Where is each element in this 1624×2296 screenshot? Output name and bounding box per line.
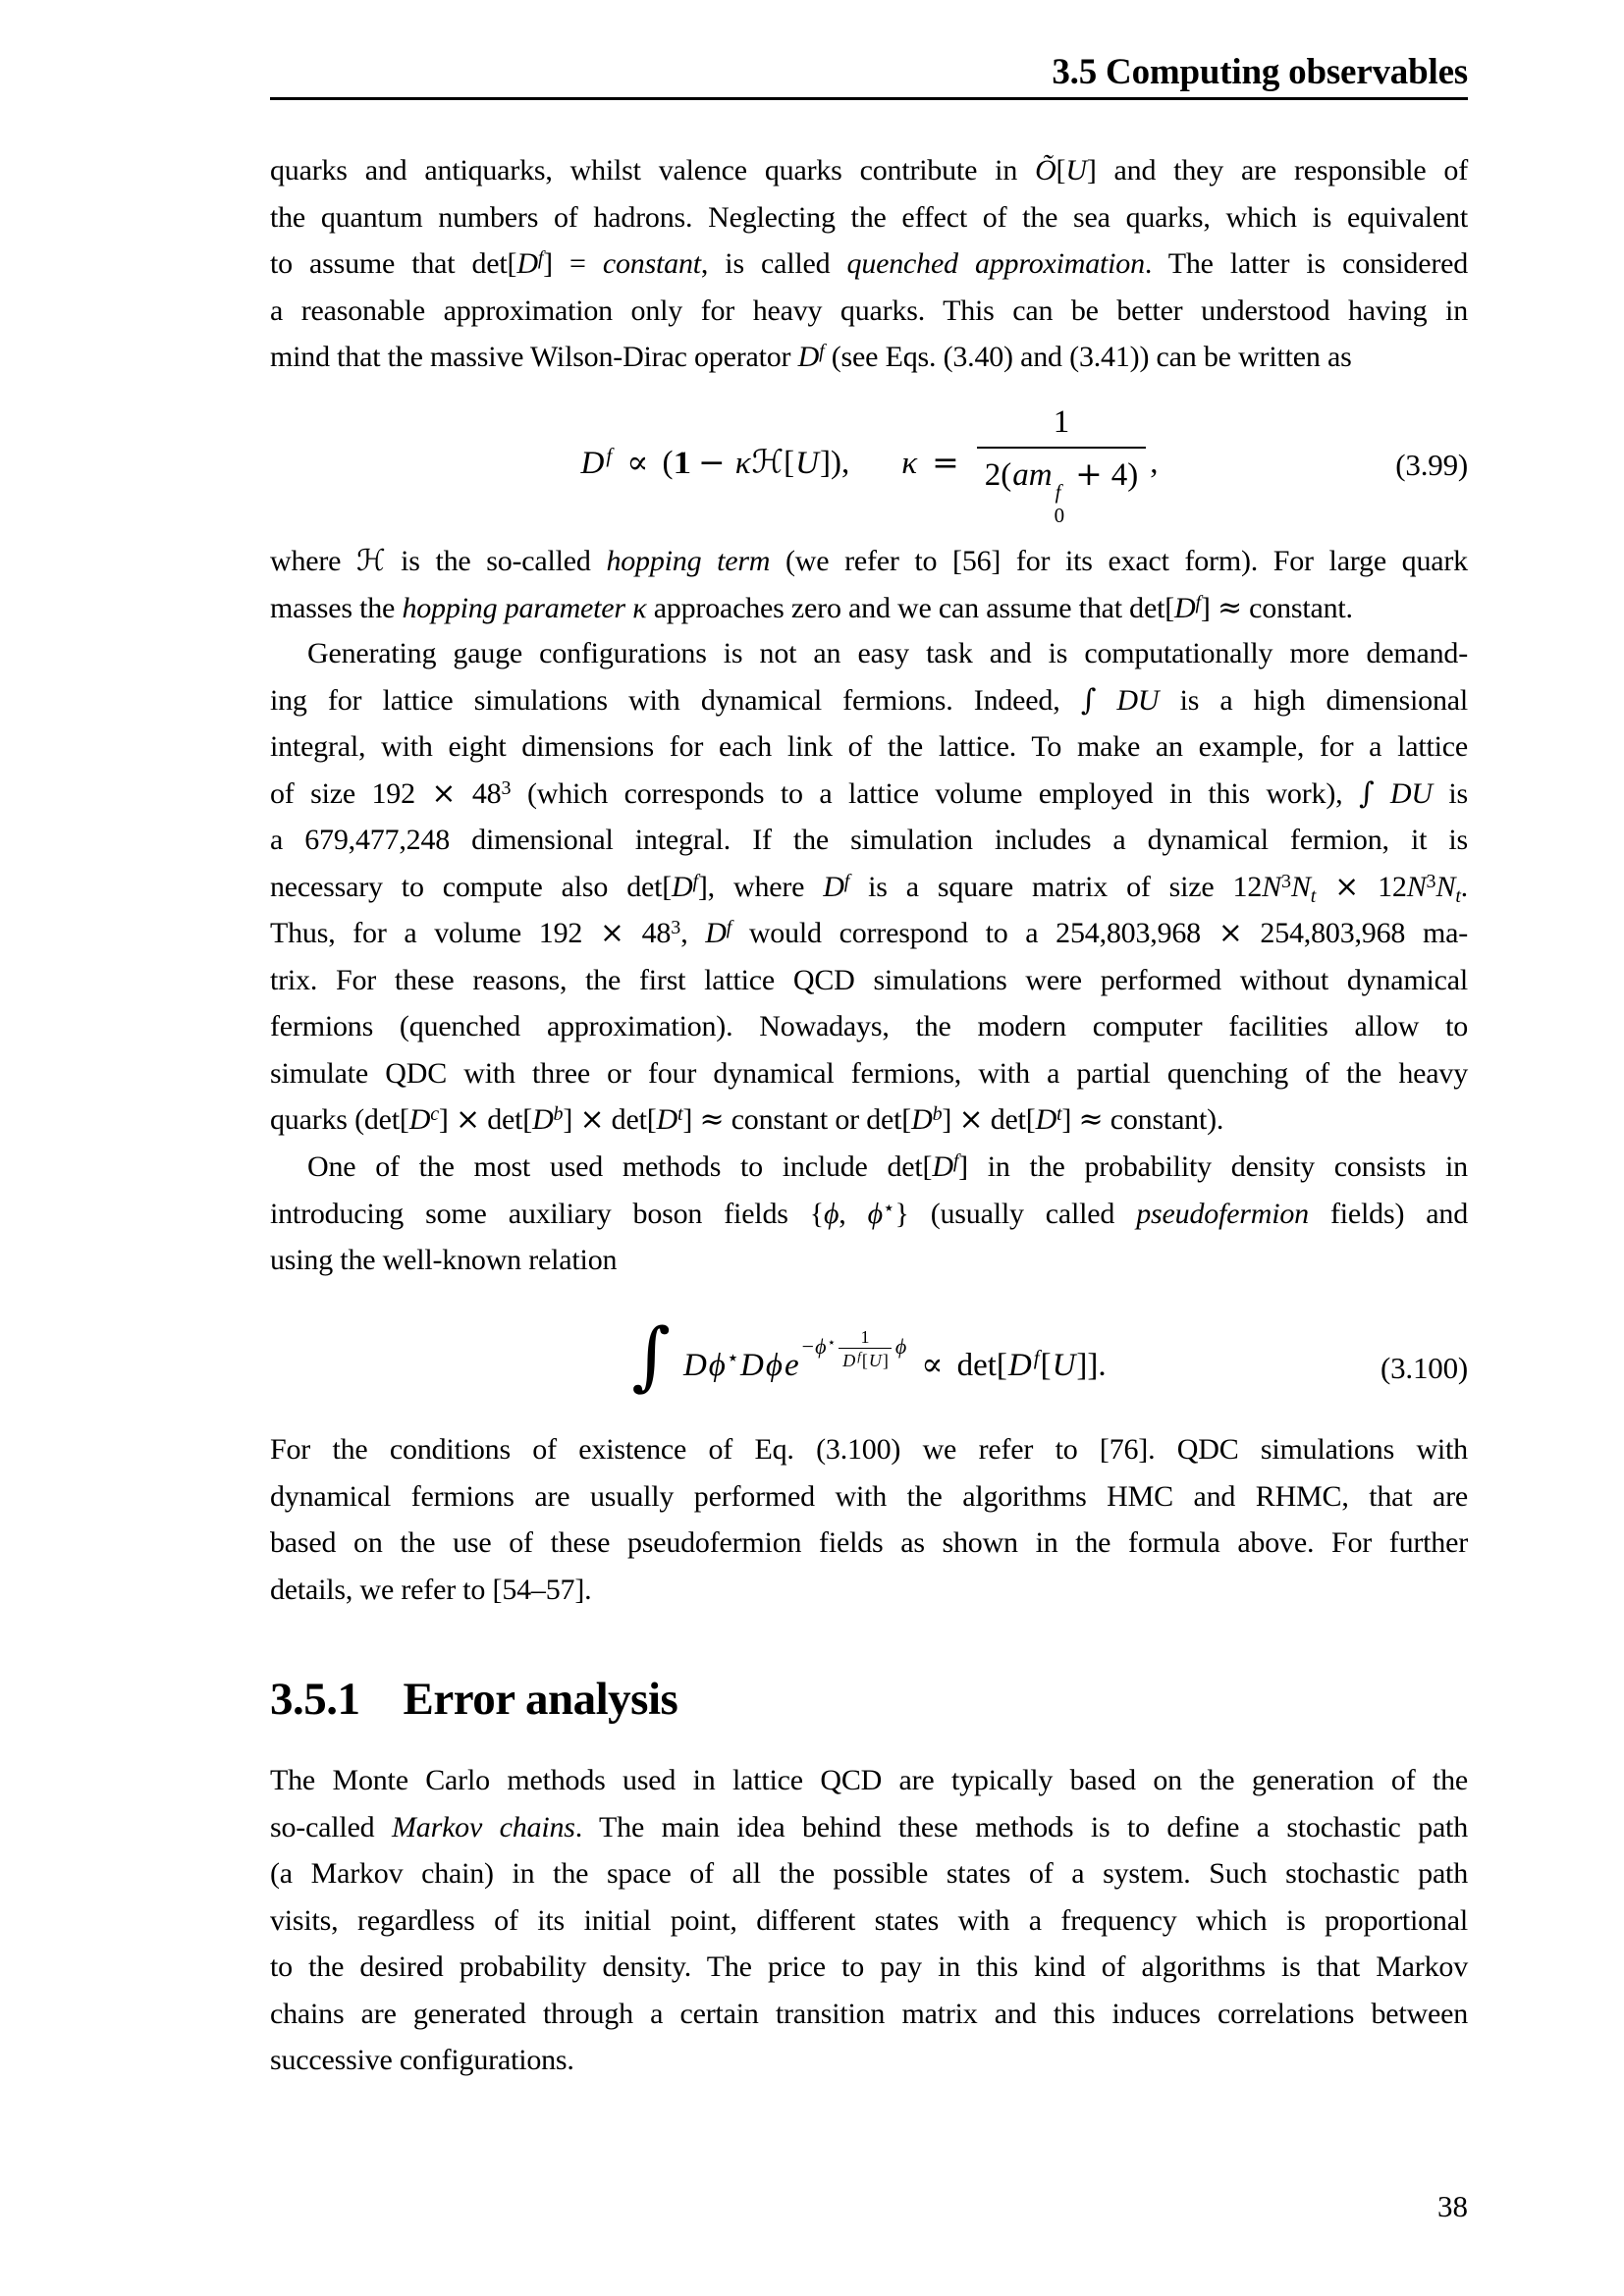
text-line: Generating gauge configurations is not an easy task and is computationally more demand-: [307, 637, 1468, 669]
text-line: integral, with eight dimensions for each link of the lattice. To make an example, for a lattice: [270, 730, 1468, 763]
page-number: 38: [1437, 2189, 1468, 2223]
text-line: details, we refer to [54–57].: [270, 1573, 592, 1606]
text-line: quarks ($\det[D^c] \times \det[D^b] \times \det[D^t]$ ≈ constant or $\det[D^b] \times \det[D^t]$ ≈ constant).: [270, 1102, 1224, 1137]
subsection-title: Error analysis: [403, 1674, 678, 1725]
text-line: quarks and antiquarks, whilst valence quarks contribute in Õ[U] and they are responsible of: [270, 154, 1468, 187]
equation-3-99: [270, 381, 1468, 550]
paragraph-intro: [270, 147, 1468, 381]
text-line: where ℋ is the so-called hopping term (we refer to [56] for its exact form). For large quark: [270, 544, 1468, 578]
text-line: a 679,477,248 dimensional integral. If the simulation includes a dynamical fermion, it is: [270, 824, 1468, 856]
equation-3-100-label: (3.100): [1380, 1351, 1468, 1386]
paragraph-hopping: [270, 538, 1468, 631]
text-line: chains are generated through a certain transition matrix and this induces correlations between: [270, 1997, 1468, 2030]
text-line: (a Markov chain) in the space of all the possible states of a system. Such stochastic path: [270, 1857, 1468, 1890]
text-line: introducing some auxiliary boson fields {ϕ, ϕ⋆} (usually called pseudofermion fields) and: [270, 1195, 1468, 1230]
text-line: simulate QDC with three or four dynamical fermions, with a partial quenching of the heavy: [270, 1056, 1468, 1090]
text-line: based on the use of these pseudofermion fields as shown in the formula above. For further: [270, 1526, 1468, 1559]
text-line: trix. For these reasons, the first lattice QCD simulations were performed without dynamical: [270, 963, 1468, 996]
text-line: so-called Markov chains. The main idea behind these methods is to define a stochastic path: [270, 1810, 1468, 1843]
text-line: Thus, for a volume $192 \times 48^3$, $D^f$ would correspond to a 254,803,968 × 254,803,968 ma-: [270, 916, 1468, 950]
text-line: masses the hopping parameter κ approaches zero and we can assume that $\det[D^f]$ ≈ constant.: [270, 590, 1353, 625]
text-line: ing for lattice simulations with dynamical fermions. Indeed, ∫ DU is a high dimensional: [270, 682, 1468, 718]
text-line: to assume that $\det[D^f]$ = constant, is called quenched approximation. The latter is considered: [270, 247, 1469, 280]
paragraph-montecarlo: [270, 1757, 1468, 2084]
text-line: successive configurations.: [270, 2044, 574, 2076]
equation-3-99-label: (3.99): [1395, 448, 1468, 483]
paragraph-generating: [270, 630, 1468, 1144]
text-line: dynamical fermions are usually performed with the algorithms HMC and RHMC, that are: [270, 1479, 1468, 1513]
header-rule: [270, 97, 1468, 100]
text-line: One of the most used methods to include $\det[D^f]$ in the probability density consists in: [307, 1150, 1468, 1183]
text-line: of size $192 \times 48^3$ (which corresponds to a lattice volume employed in this work), ∫ DU is: [270, 775, 1468, 811]
equation-3-99-body: $D^f \propto (1$ 1 − κℋ[U]), κ = 1 2(am f 0 + 4) ,: [580, 404, 1159, 526]
text-line: a reasonable approximation only for heavy quarks. This can be better understood having in: [270, 294, 1468, 327]
equation-3-100: [270, 1304, 1468, 1433]
text-line: For the conditions of existence of Eq. (3.100) we refer to [76]. QDC simulations with: [270, 1433, 1468, 1466]
text-line: mind that the massive Wilson-Dirac operator $D^f$ (see Eqs. (3.40) and (3.41)) can be written as: [270, 341, 1352, 373]
text-line: necessary to compute also $\det[D^f]$, where $D^f$ is a square matrix of size $12N^3N_t \times 12N^3N_t$.: [270, 869, 1468, 907]
subsection-heading: [270, 1672, 1468, 1727]
text-line: visits, regardless of its initial point, different states with a frequency which is proportional: [270, 1903, 1468, 1937]
text-line: using the well-known relation: [270, 1244, 618, 1276]
text-line: The Monte Carlo methods used in lattice QCD are typically based on the generation of the: [270, 1764, 1468, 1796]
text-line: to the desired probability density. The price to pay in this kind of algorithms is that Markov: [270, 1950, 1468, 1983]
running-header: 3.5 Computing observables: [1052, 52, 1468, 92]
subsection-number: 3.5.1: [270, 1674, 360, 1725]
paragraph-pseudofermion: [270, 1144, 1468, 1284]
text-line: the quantum numbers of hadrons. Neglecting the effect of the sea quarks, which is equivalent: [270, 200, 1468, 234]
equation-3-100-body: ∫ Dϕ⋆Dϕe−ϕ⋆ $\frac{1}{D ^f[U]}$ $\phi \propto \det[D^f[U]]$.: [631, 1311, 1107, 1400]
text-line: fermions (quenched approximation). Nowadays, the modern computer facilities allow to: [270, 1010, 1468, 1042]
paragraph-conditions: [270, 1426, 1468, 1613]
